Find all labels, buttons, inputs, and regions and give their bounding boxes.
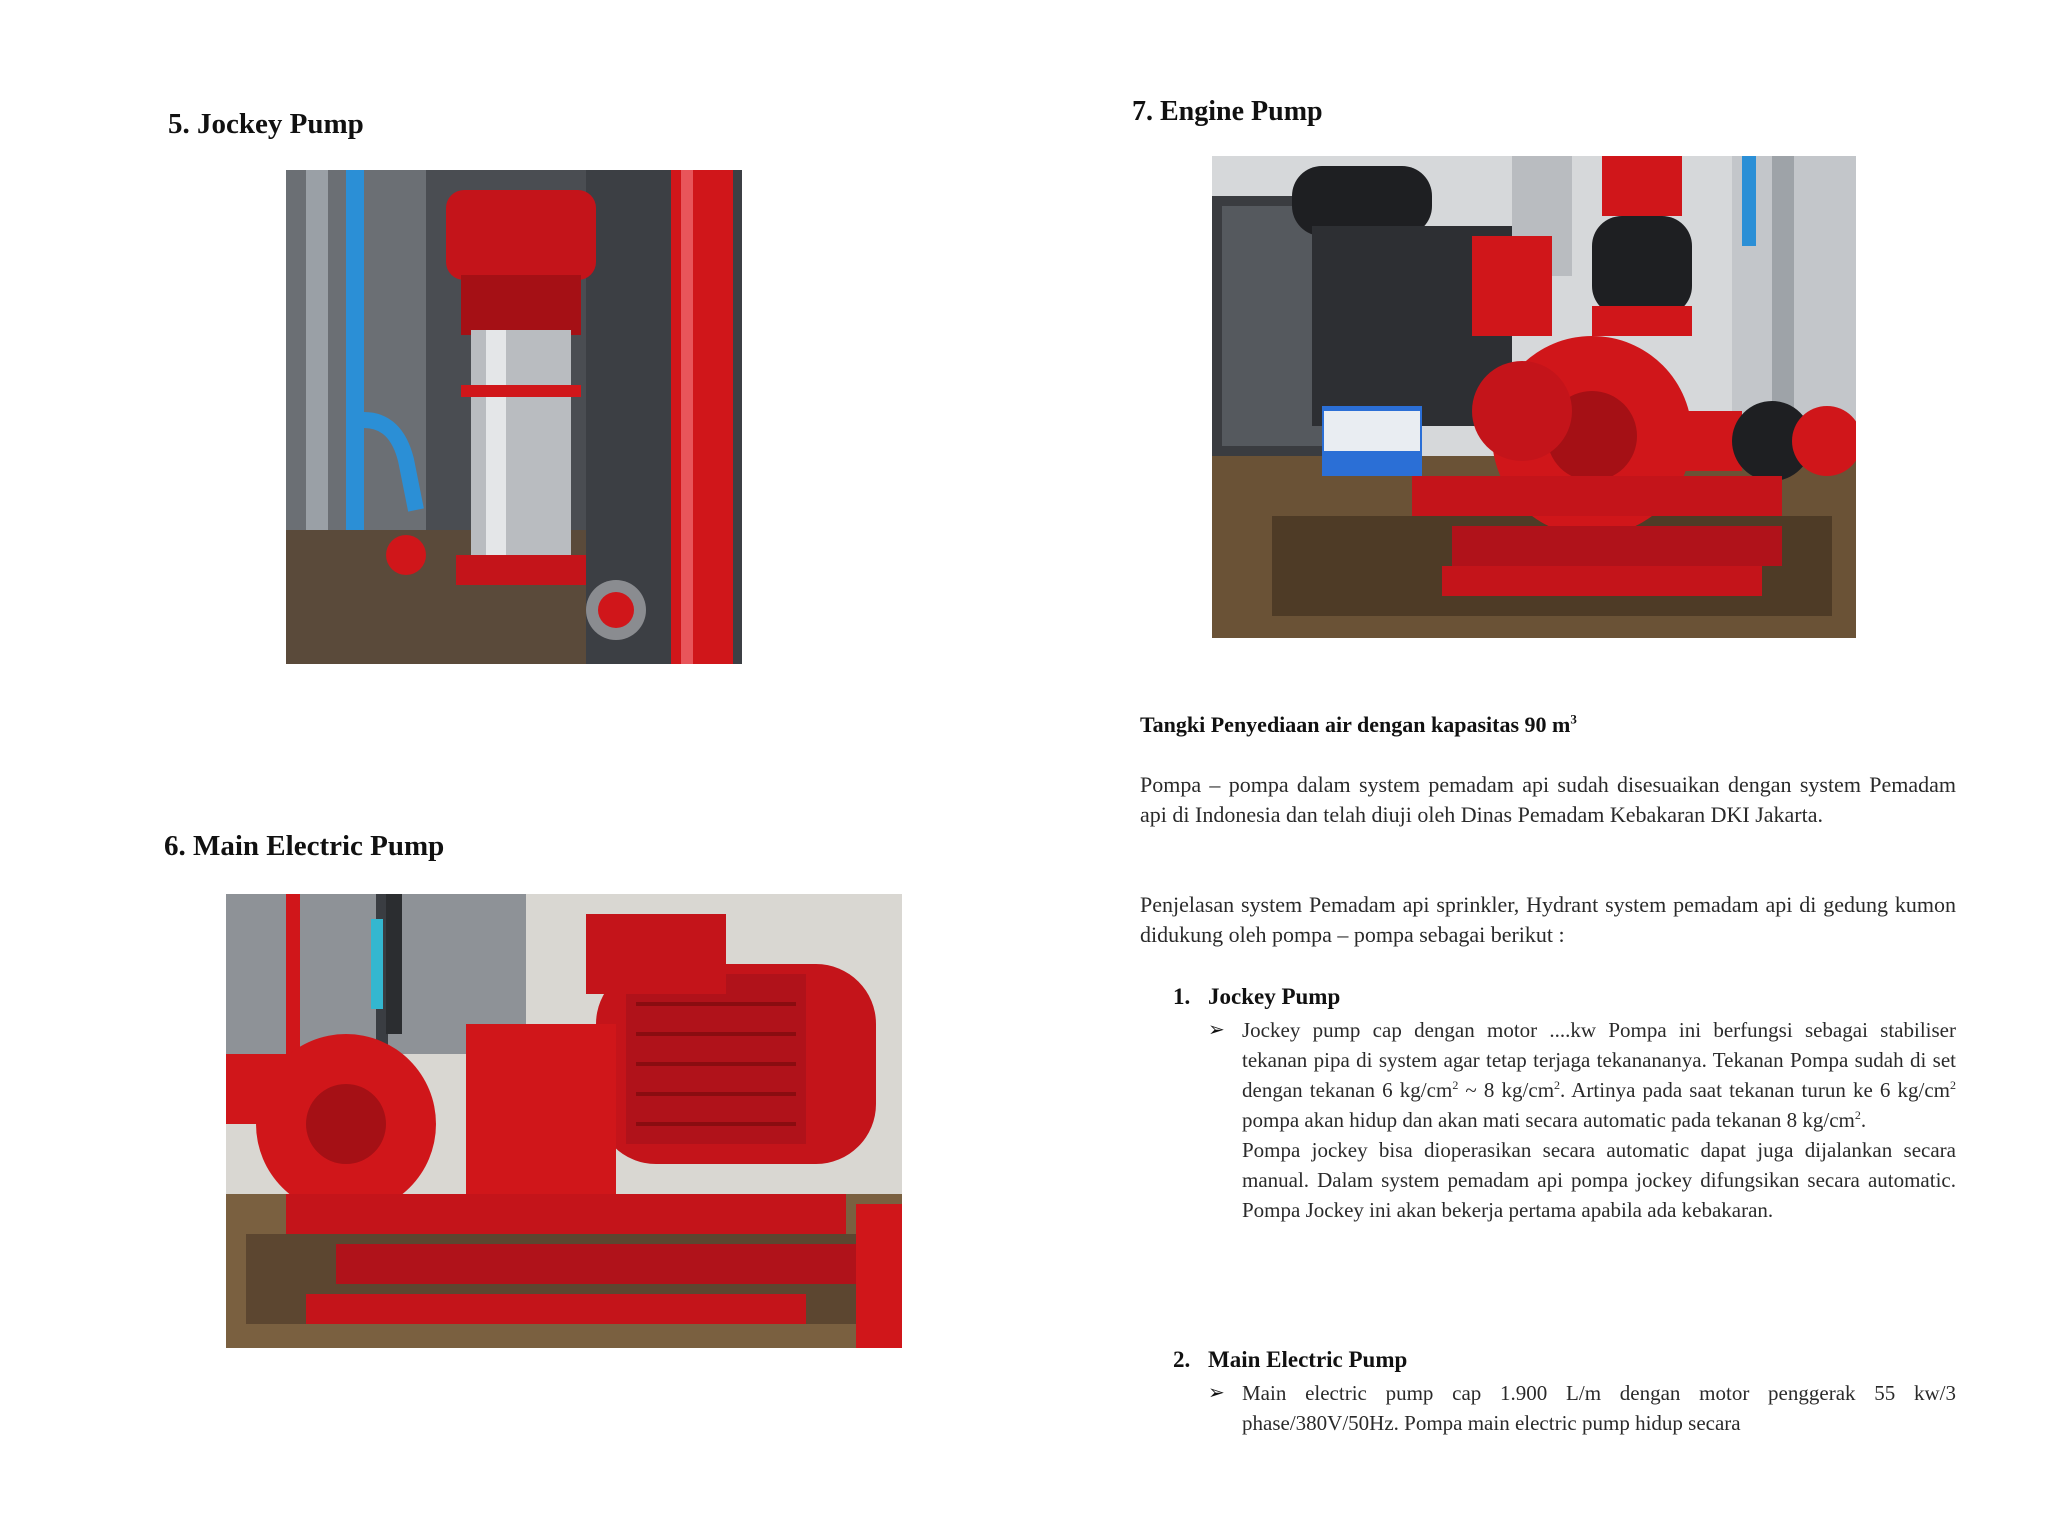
- jockey-text-5: .: [1860, 1108, 1867, 1132]
- jockey-pump-heading: 5. Jockey Pump: [168, 108, 364, 140]
- engine-pump-heading: 7. Engine Pump: [1132, 96, 1323, 127]
- jockey-text-3: . Artinya pada saat tekanan turun ke 6 kg/cm: [1560, 1078, 1951, 1102]
- superscript: 2: [1950, 1078, 1957, 1092]
- electric-bullet-block: [1208, 1378, 1956, 1438]
- subtitle-superscript: 3: [1570, 711, 1577, 727]
- explanation-paragraph: Penjelasan system Pemadam api sprinkler, Hydrant system pemadam api di gedung kumon didukung oleh pompa – pompa sebagai berikut :: [1140, 892, 1956, 947]
- arrow-bullet-icon: ➢: [1208, 1382, 1225, 1404]
- subtitle-text: Tangki Penyediaan air dengan kapasitas 90 m: [1140, 712, 1571, 737]
- jockey-bullet-block: [1208, 1015, 1956, 1225]
- list-item-electric-title: [1173, 1347, 1407, 1373]
- superscript: 2: [1452, 1078, 1459, 1092]
- list-title-text: Main Electric Pump: [1208, 1347, 1408, 1372]
- superscript: 2: [1854, 1108, 1861, 1122]
- jockey-description: [1208, 1015, 1956, 1135]
- main-electric-pump-heading: 6. Main Electric Pump: [164, 830, 445, 862]
- jockey-operation-paragraph: Pompa jockey bisa dioperasikan secara automatic dapat juga dijalankan secara manual. Dalam system pemadam api pompa jockey difungsikan secara automatic. Pompa Jockey ini akan bekerja pertama apabila ada kebakaran.: [1242, 1138, 1956, 1222]
- engine-pump-photo: [1212, 156, 1856, 638]
- list-item-jockey-title: [1173, 984, 1340, 1010]
- jockey-text-2: ~ 8 kg/cm: [1458, 1078, 1555, 1102]
- list-title-text: Jockey Pump: [1208, 984, 1341, 1009]
- electric-description: Main electric pump cap 1.900 L/m dengan motor penggerak 55 kw/3 phase/380V/50Hz. Pompa main electric pump hidup secara: [1242, 1381, 1956, 1435]
- list-number: 2.: [1173, 1347, 1191, 1372]
- water-tank-subtitle: [1140, 712, 1577, 738]
- jockey-pump-photo: [286, 170, 742, 664]
- main-electric-pump-photo: [226, 894, 902, 1348]
- jockey-text-4: pompa akan hidup dan akan mati secara automatic pada tekanan 8 kg/cm: [1242, 1108, 1855, 1132]
- superscript: 2: [1554, 1078, 1561, 1092]
- arrow-bullet-icon: ➢: [1208, 1019, 1225, 1041]
- list-number: 1.: [1173, 984, 1191, 1009]
- jockey-text-1: Jockey pump cap dengan motor ....kw Pompa ini berfungsi sebagai stabiliser tekanan pipa di system agar tetap terjaga tekanananya. Tekanan Pompa sudah di set dengan tekanan 6 kg/cm: [1242, 1018, 1956, 1102]
- intro-paragraph: Pompa – pompa dalam system pemadam api sudah disesuaikan dengan system Pemadam api di Indonesia dan telah diuji oleh Dinas Pemadam Kebakaran DKI Jakarta.: [1140, 772, 1956, 827]
